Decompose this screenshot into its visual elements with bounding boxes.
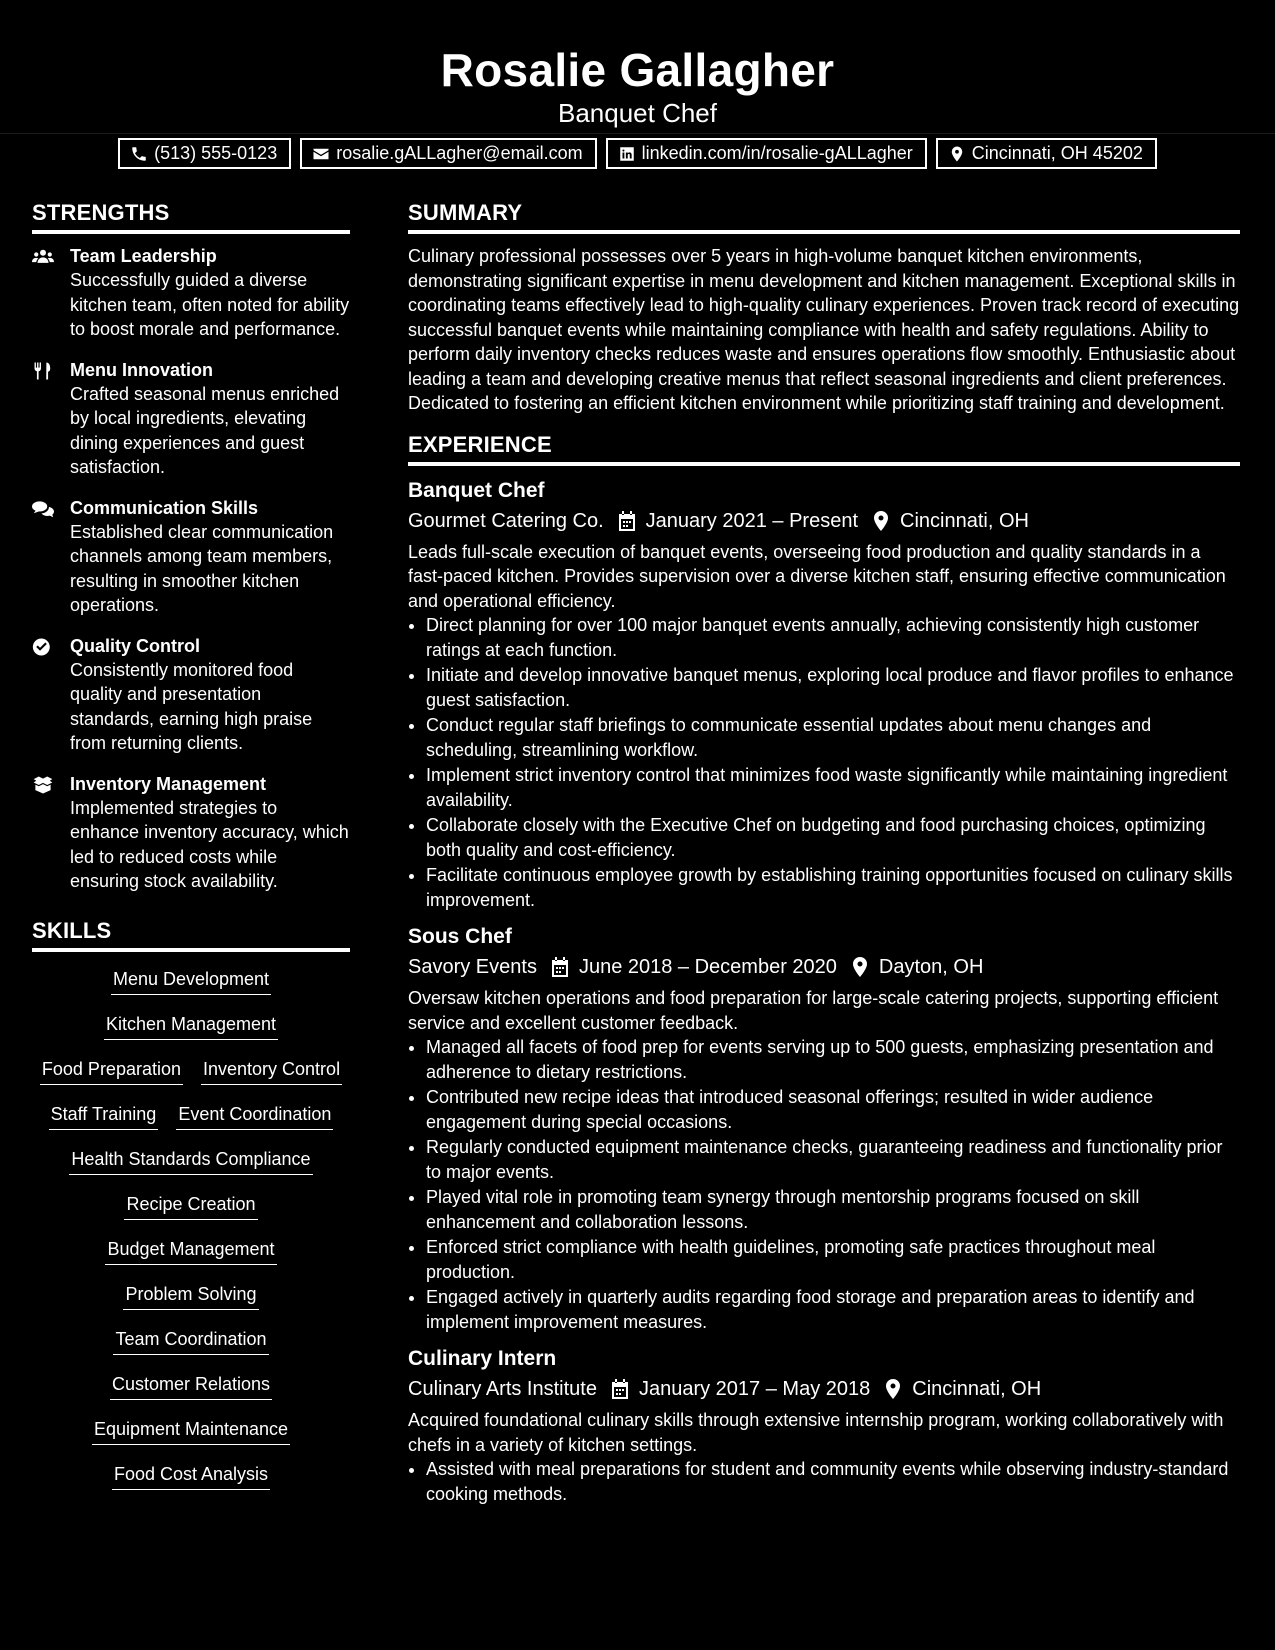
job-location: Cincinnati, OH bbox=[900, 509, 1029, 532]
candidate-name: Rosalie Gallagher bbox=[440, 44, 835, 96]
bullet-item: • Managed all facets of food prep for events serving up to 500 guests, emphasizing presentation and adherence to dietary restrictions. bbox=[426, 1035, 1240, 1084]
comments-icon bbox=[32, 499, 54, 519]
right-column bbox=[408, 198, 1240, 1516]
strength-item bbox=[32, 496, 350, 618]
strength-title: Inventory Management bbox=[70, 773, 267, 794]
candidate-title: Banquet Chef bbox=[557, 98, 717, 128]
job-entry bbox=[408, 476, 1240, 913]
job-entry bbox=[408, 922, 1240, 1334]
summary-heading: SUMMARY bbox=[408, 198, 1240, 234]
job-description: Oversaw kitchen operations and food preparation for large-scale catering projects, supporting efficient service and excellent customer feedback. bbox=[408, 988, 1219, 1033]
bullet-item: • Enforced strict compliance with health guidelines, promoting safe practices throughout meal production. bbox=[426, 1235, 1240, 1284]
skill-tag: Menu Development bbox=[111, 966, 271, 995]
bullet-item: • Engaged actively in quarterly audits regarding food storage and preparation areas to identify and implement improvement measures. bbox=[426, 1285, 1240, 1334]
strength-description: Consistently monitored food quality and presentation standards, earning high praise from returning clients. bbox=[70, 659, 313, 753]
email-contact[interactable] bbox=[300, 138, 596, 169]
job-bullets bbox=[408, 613, 1240, 912]
map-pin-icon bbox=[872, 511, 890, 531]
job-entry bbox=[408, 1344, 1240, 1506]
calendar-icon bbox=[611, 1379, 629, 1399]
strength-item bbox=[32, 634, 350, 756]
linkedin-icon bbox=[618, 145, 636, 163]
job-title: Sous Chef bbox=[408, 925, 512, 948]
map-pin-icon bbox=[851, 957, 869, 977]
linkedin-text: linkedin.com/in/rosalie-gALLagher bbox=[641, 143, 913, 163]
skill-tag: Inventory Control bbox=[201, 1056, 342, 1085]
job-location: Cincinnati, OH bbox=[912, 1378, 1042, 1400]
skill-tag: Equipment Maintenance bbox=[92, 1416, 290, 1445]
summary-section bbox=[408, 198, 1240, 416]
calendar-icon bbox=[551, 957, 569, 977]
job-description: Leads full-scale execution of banquet events, overseeing food production and quality standards in a fast-paced kitchen. Provides supervision over a diverse kitchen staff, ensuring effective communication and operational efficiency. bbox=[408, 541, 1226, 611]
skill-tag: Recipe Creation bbox=[124, 1191, 257, 1220]
resume-header bbox=[0, 0, 1275, 163]
summary-text: Culinary professional possesses over 5 years in high-volume banquet kitchen environments, demonstrating significant expertise in menu development and kitchen management. Exceptional skills in coordinating teams effectively lead to high-quality culinary experiences. Proven track record of executing successful banquet events while maintaining compliance with health and safety regulations. Ability to perform daily inventory checks reduces waste and ensures operations flow smoothly. Enthusiastic about leading a team and developing creative menus that reflect seasonal ingredients and client preferences. Dedicated to fostering an efficient kitchen environment while prioritizing staff training and development. bbox=[408, 246, 1240, 413]
email-text: rosalie.gALLagher@email.com bbox=[336, 143, 583, 163]
skill-tag: Staff Training bbox=[49, 1101, 159, 1130]
left-column bbox=[32, 198, 350, 1506]
bullet-item: • Initiate and develop innovative banquet menus, exploring local produce and flavor profiles to enhance guest satisfaction. bbox=[426, 663, 1240, 712]
strength-item bbox=[32, 244, 350, 342]
skills-section bbox=[32, 916, 350, 1506]
job-bullets bbox=[408, 1035, 1240, 1334]
strength-title: Quality Control bbox=[70, 635, 200, 656]
bullet-item: • Assisted with meal preparations for student and community events while observing industry-standard cooking methods. bbox=[426, 1457, 1240, 1506]
strength-title: Communication Skills bbox=[70, 497, 259, 518]
bullet-item: • Facilitate continuous employee growth by establishing training opportunities focused on culinary skills improvement. bbox=[426, 863, 1240, 912]
bullet-item: • Direct planning for over 100 major banquet events annually, achieving consistently high customer ratings at each function. bbox=[426, 613, 1240, 662]
skill-tag: Budget Management bbox=[105, 1236, 276, 1265]
bullet-item: • Played vital role in promoting team synergy through mentorship programs focused on skill enhancement and collaboration lessons. bbox=[426, 1185, 1240, 1234]
job-bullets bbox=[408, 1457, 1240, 1506]
map-pin-icon bbox=[948, 145, 966, 163]
contact-bar bbox=[0, 138, 1275, 169]
bullet-item: • Contributed new recipe ideas that introduced seasonal offerings; resulted in wider audience engagement during special occasions. bbox=[426, 1085, 1240, 1134]
strength-description: Implemented strategies to enhance inventory accuracy, which led to reduced costs while ensuring stock availability. bbox=[70, 797, 349, 891]
strength-title: Menu Innovation bbox=[70, 359, 213, 380]
job-meta bbox=[408, 1374, 1240, 1404]
bullet-item: • Regularly conducted equipment maintenance checks, guaranteeing readiness and functionality prior to major events. bbox=[426, 1135, 1240, 1184]
utensils-icon bbox=[32, 361, 54, 381]
check-circle-icon bbox=[32, 637, 54, 657]
users-icon bbox=[32, 247, 54, 267]
job-company: Culinary Arts Institute bbox=[408, 1378, 597, 1400]
skills-heading: SKILLS bbox=[32, 916, 350, 952]
skill-tag: Customer Relations bbox=[110, 1371, 272, 1400]
strength-title: Team Leadership bbox=[70, 246, 217, 266]
skill-tag: Kitchen Management bbox=[104, 1011, 278, 1040]
bullet-item: • Implement strict inventory control that minimizes food waste significantly while maintaining ingredient availability. bbox=[426, 763, 1240, 812]
phone-icon bbox=[130, 145, 148, 163]
job-title: Culinary Intern bbox=[408, 1347, 557, 1370]
strengths-heading: STRENGTHS bbox=[32, 198, 350, 234]
skill-tag: Problem Solving bbox=[123, 1281, 258, 1310]
skill-tag: Food Cost Analysis bbox=[112, 1461, 270, 1490]
job-dates: June 2018 – December 2020 bbox=[578, 956, 837, 978]
strength-item bbox=[32, 358, 350, 480]
phone-contact[interactable] bbox=[118, 138, 291, 169]
experience-section bbox=[408, 430, 1240, 1507]
phone-text: (513) 555-0123 bbox=[154, 143, 278, 163]
skill-tag: Team Coordination bbox=[113, 1326, 268, 1355]
job-dates: January 2021 – Present bbox=[645, 509, 859, 532]
envelope-icon bbox=[312, 145, 330, 163]
bullet-item: • Collaborate closely with the Executive Chef on budgeting and food purchasing choices, optimizing both quality and cost-efficiency. bbox=[426, 813, 1240, 862]
strength-description: Crafted seasonal menus enriched by local ingredients, elevating dining experiences and guest satisfaction. bbox=[70, 383, 340, 477]
strength-item bbox=[32, 772, 350, 894]
job-meta bbox=[408, 506, 1240, 536]
skill-tag: Health Standards Compliance bbox=[69, 1146, 312, 1175]
strength-description: Established clear communication channels among team members, resulting in smoother kitchen operations. bbox=[70, 521, 334, 615]
job-title: Banquet Chef bbox=[408, 478, 545, 502]
map-pin-icon bbox=[884, 1379, 902, 1399]
job-company: Savory Events bbox=[408, 956, 537, 978]
skills-list bbox=[32, 962, 350, 1506]
location-contact bbox=[936, 138, 1157, 169]
skill-tag: Event Coordination bbox=[176, 1101, 333, 1130]
job-meta bbox=[408, 952, 1240, 982]
location-text: Cincinnati, OH 45202 bbox=[971, 143, 1143, 163]
calendar-icon bbox=[618, 511, 636, 531]
job-company: Gourmet Catering Co. bbox=[408, 509, 604, 532]
job-dates: January 2017 – May 2018 bbox=[638, 1378, 871, 1400]
strength-description: Successfully guided a diverse kitchen team, often noted for ability to boost morale and performance. bbox=[70, 270, 350, 339]
skill-tag: Food Preparation bbox=[40, 1056, 183, 1085]
linkedin-contact[interactable] bbox=[606, 138, 927, 169]
boxes-icon bbox=[32, 775, 54, 795]
job-description: Acquired foundational culinary skills through extensive internship program, working collaboratively with chefs in a variety of kitchen settings. bbox=[408, 1410, 1224, 1455]
experience-heading: EXPERIENCE bbox=[408, 430, 1240, 466]
bullet-item: • Conduct regular staff briefings to communicate essential updates about menu changes and scheduling, streamlining workflow. bbox=[426, 713, 1240, 762]
strengths-section bbox=[32, 198, 350, 894]
job-location: Dayton, OH bbox=[878, 956, 984, 978]
